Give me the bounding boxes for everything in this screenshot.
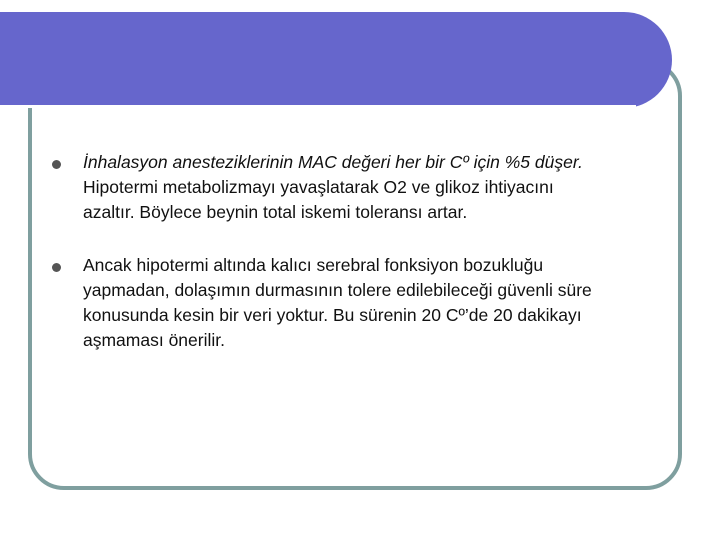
bullet-text-rest: Hipotermi metabolizmayı yavaşlatarak O2 ve glikoz ihtiyacını azaltır. Böylece beynin total iskemi toleransı artar. xyxy=(83,177,554,222)
title-underline xyxy=(0,105,636,108)
bullet-dot-icon xyxy=(52,160,61,169)
bullet-text xyxy=(83,150,583,225)
slide-content xyxy=(52,150,662,381)
title-band xyxy=(0,12,672,108)
bullet-item xyxy=(52,150,662,225)
bullet-item xyxy=(52,253,662,353)
bullet-italic-line: İnhalasyon anesteziklerinin MAC değeri her bir Cº için %5 düşer. xyxy=(83,152,583,172)
bullet-dot-icon xyxy=(52,263,61,272)
bullet-text: Ancak hipotermi altında kalıcı serebral fonksiyon bozukluğu yapmadan, dolaşımın durmasının tolere edilebileceği güvenli süre konusunda kesin bir veri yoktur. Bu sürenin 20 Cº’de 20 dakikayı aşmaması önerilir. xyxy=(83,255,592,350)
